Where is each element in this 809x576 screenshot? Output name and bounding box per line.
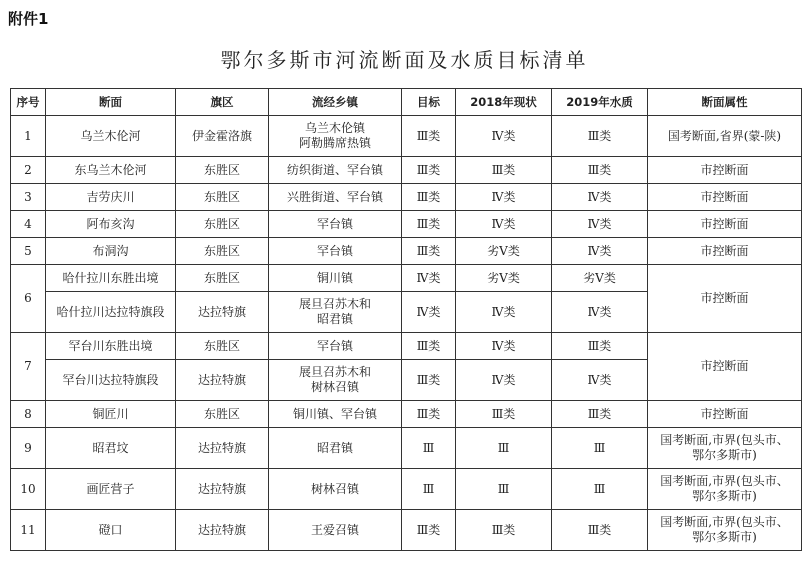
cell-district: 东胜区 [176, 401, 269, 428]
cell-towns: 铜川镇 [269, 265, 402, 292]
cell-attribute: 市控断面 [648, 333, 802, 401]
cell-quality-2019: Ⅲ [552, 428, 648, 469]
cell-quality-2019: Ⅳ类 [552, 238, 648, 265]
table-row [11, 157, 802, 184]
cell-target: Ⅲ类 [402, 116, 456, 157]
cell-quality-2019: 劣Ⅴ类 [552, 265, 648, 292]
cell-quality-2019: Ⅲ类 [552, 116, 648, 157]
cell-attribute: 市控断面 [648, 265, 802, 333]
table-row [11, 401, 802, 428]
cell-attribute: 市控断面 [648, 184, 802, 211]
attribute-line: 国考断面,市界(包头市、 [660, 515, 789, 529]
attachment-label: 附件1 [8, 10, 49, 28]
cell-towns [269, 116, 402, 157]
cell-towns: 昭君镇 [269, 428, 402, 469]
cell-section: 铜匠川 [46, 401, 176, 428]
cell-quality-2019: Ⅳ类 [552, 211, 648, 238]
river-section-table [10, 88, 802, 551]
towns-line: 展旦召苏木和 [298, 297, 371, 311]
cell-section: 昭君坟 [46, 428, 176, 469]
cell-target: Ⅲ类 [402, 401, 456, 428]
cell-towns: 兴胜街道、罕台镇 [269, 184, 402, 211]
cell-attribute [648, 510, 802, 551]
attribute-line: 鄂尔多斯市) [692, 489, 757, 503]
header-section: 断面 [46, 89, 176, 116]
cell-section: 布洞沟 [46, 238, 176, 265]
cell-quality-2019: Ⅲ类 [552, 510, 648, 551]
cell-towns: 罕台镇 [269, 238, 402, 265]
cell-towns: 王爱召镇 [269, 510, 402, 551]
cell-status-2018: Ⅳ类 [456, 211, 552, 238]
cell-target: Ⅳ类 [402, 292, 456, 333]
header-quality-2019: 2019年水质 [552, 89, 648, 116]
cell-index: 6 [11, 265, 46, 333]
cell-index: 10 [11, 469, 46, 510]
cell-status-2018: Ⅲ [456, 469, 552, 510]
towns-line: 昭君镇 [316, 312, 353, 326]
attribute-line: 鄂尔多斯市) [692, 530, 757, 544]
cell-quality-2019: Ⅲ [552, 469, 648, 510]
attribute-line: 鄂尔多斯市) [692, 448, 757, 462]
cell-district: 伊金霍洛旗 [176, 116, 269, 157]
cell-target: Ⅲ类 [402, 360, 456, 401]
cell-target: Ⅲ类 [402, 333, 456, 360]
cell-quality-2019: Ⅳ类 [552, 292, 648, 333]
cell-towns: 罕台镇 [269, 211, 402, 238]
cell-section: 罕台川达拉特旗段 [46, 360, 176, 401]
cell-status-2018: Ⅳ类 [456, 360, 552, 401]
cell-district: 东胜区 [176, 333, 269, 360]
cell-section: 磴口 [46, 510, 176, 551]
header-attribute: 断面属性 [648, 89, 802, 116]
cell-section: 画匠营子 [46, 469, 176, 510]
cell-attribute: 市控断面 [648, 238, 802, 265]
cell-index: 7 [11, 333, 46, 401]
cell-section: 吉劳庆川 [46, 184, 176, 211]
cell-attribute: 国考断面,省界(蒙-陕) [648, 116, 802, 157]
cell-quality-2019: Ⅳ类 [552, 184, 648, 211]
cell-attribute [648, 469, 802, 510]
document-title: 鄂尔多斯市河流断面及水质目标清单 [220, 48, 589, 72]
table-row [11, 510, 802, 551]
cell-status-2018: Ⅳ类 [456, 116, 552, 157]
cell-district: 东胜区 [176, 184, 269, 211]
cell-attribute [648, 428, 802, 469]
cell-section: 哈什拉川东胜出境 [46, 265, 176, 292]
cell-attribute: 市控断面 [648, 401, 802, 428]
cell-status-2018: 劣Ⅴ类 [456, 265, 552, 292]
cell-target: Ⅲ类 [402, 238, 456, 265]
cell-section: 阿布亥沟 [46, 211, 176, 238]
table-row [11, 428, 802, 469]
cell-index: 8 [11, 401, 46, 428]
cell-status-2018: Ⅲ [456, 428, 552, 469]
table-row [11, 265, 802, 292]
cell-quality-2019: Ⅲ类 [552, 401, 648, 428]
cell-towns [269, 360, 402, 401]
towns-line: 树林召镇 [310, 380, 359, 394]
cell-target: Ⅲ [402, 428, 456, 469]
cell-section: 乌兰木伦河 [46, 116, 176, 157]
attribute-line: 国考断面,市界(包头市、 [660, 474, 789, 488]
header-status-2018: 2018年现状 [456, 89, 552, 116]
table-row [11, 116, 802, 157]
towns-line: 乌兰木伦镇 [304, 121, 365, 135]
cell-index: 4 [11, 211, 46, 238]
cell-status-2018: Ⅳ类 [456, 184, 552, 211]
cell-district: 达拉特旗 [176, 469, 269, 510]
cell-target: Ⅲ [402, 469, 456, 510]
cell-towns [269, 292, 402, 333]
cell-status-2018: Ⅲ类 [456, 157, 552, 184]
cell-towns: 铜川镇、罕台镇 [269, 401, 402, 428]
cell-section: 哈什拉川达拉特旗段 [46, 292, 176, 333]
cell-status-2018: Ⅲ类 [456, 401, 552, 428]
cell-target: Ⅲ类 [402, 184, 456, 211]
towns-line: 展旦召苏木和 [298, 365, 371, 379]
cell-index: 3 [11, 184, 46, 211]
cell-status-2018: Ⅳ类 [456, 333, 552, 360]
header-index: 序号 [11, 89, 46, 116]
cell-district: 东胜区 [176, 238, 269, 265]
header-target: 目标 [402, 89, 456, 116]
towns-line: 阿勒腾席热镇 [298, 136, 371, 150]
cell-status-2018: 劣Ⅴ类 [456, 238, 552, 265]
table-row [11, 211, 802, 238]
cell-district: 达拉特旗 [176, 360, 269, 401]
table-header-row [11, 89, 802, 116]
cell-attribute: 市控断面 [648, 211, 802, 238]
header-towns: 流经乡镇 [269, 89, 402, 116]
cell-towns: 树林召镇 [269, 469, 402, 510]
cell-quality-2019: Ⅲ类 [552, 157, 648, 184]
cell-district: 东胜区 [176, 211, 269, 238]
cell-section: 罕台川东胜出境 [46, 333, 176, 360]
table-row [11, 469, 802, 510]
cell-district: 达拉特旗 [176, 510, 269, 551]
table-row [11, 238, 802, 265]
table-row [11, 184, 802, 211]
cell-index: 2 [11, 157, 46, 184]
cell-target: Ⅲ类 [402, 157, 456, 184]
cell-towns: 罕台镇 [269, 333, 402, 360]
cell-district: 东胜区 [176, 265, 269, 292]
cell-towns: 纺织街道、罕台镇 [269, 157, 402, 184]
cell-quality-2019: Ⅳ类 [552, 360, 648, 401]
cell-index: 1 [11, 116, 46, 157]
cell-status-2018: Ⅲ类 [456, 510, 552, 551]
cell-attribute: 市控断面 [648, 157, 802, 184]
cell-district: 东胜区 [176, 157, 269, 184]
cell-target: Ⅳ类 [402, 265, 456, 292]
cell-status-2018: Ⅳ类 [456, 292, 552, 333]
cell-index: 9 [11, 428, 46, 469]
cell-district: 达拉特旗 [176, 292, 269, 333]
cell-index: 5 [11, 238, 46, 265]
header-district: 旗区 [176, 89, 269, 116]
cell-section: 东乌兰木伦河 [46, 157, 176, 184]
cell-target: Ⅲ类 [402, 211, 456, 238]
cell-index: 11 [11, 510, 46, 551]
attribute-line: 国考断面,市界(包头市、 [660, 433, 789, 447]
cell-target: Ⅲ类 [402, 510, 456, 551]
cell-district: 达拉特旗 [176, 428, 269, 469]
cell-quality-2019: Ⅲ类 [552, 333, 648, 360]
table-row [11, 333, 802, 360]
